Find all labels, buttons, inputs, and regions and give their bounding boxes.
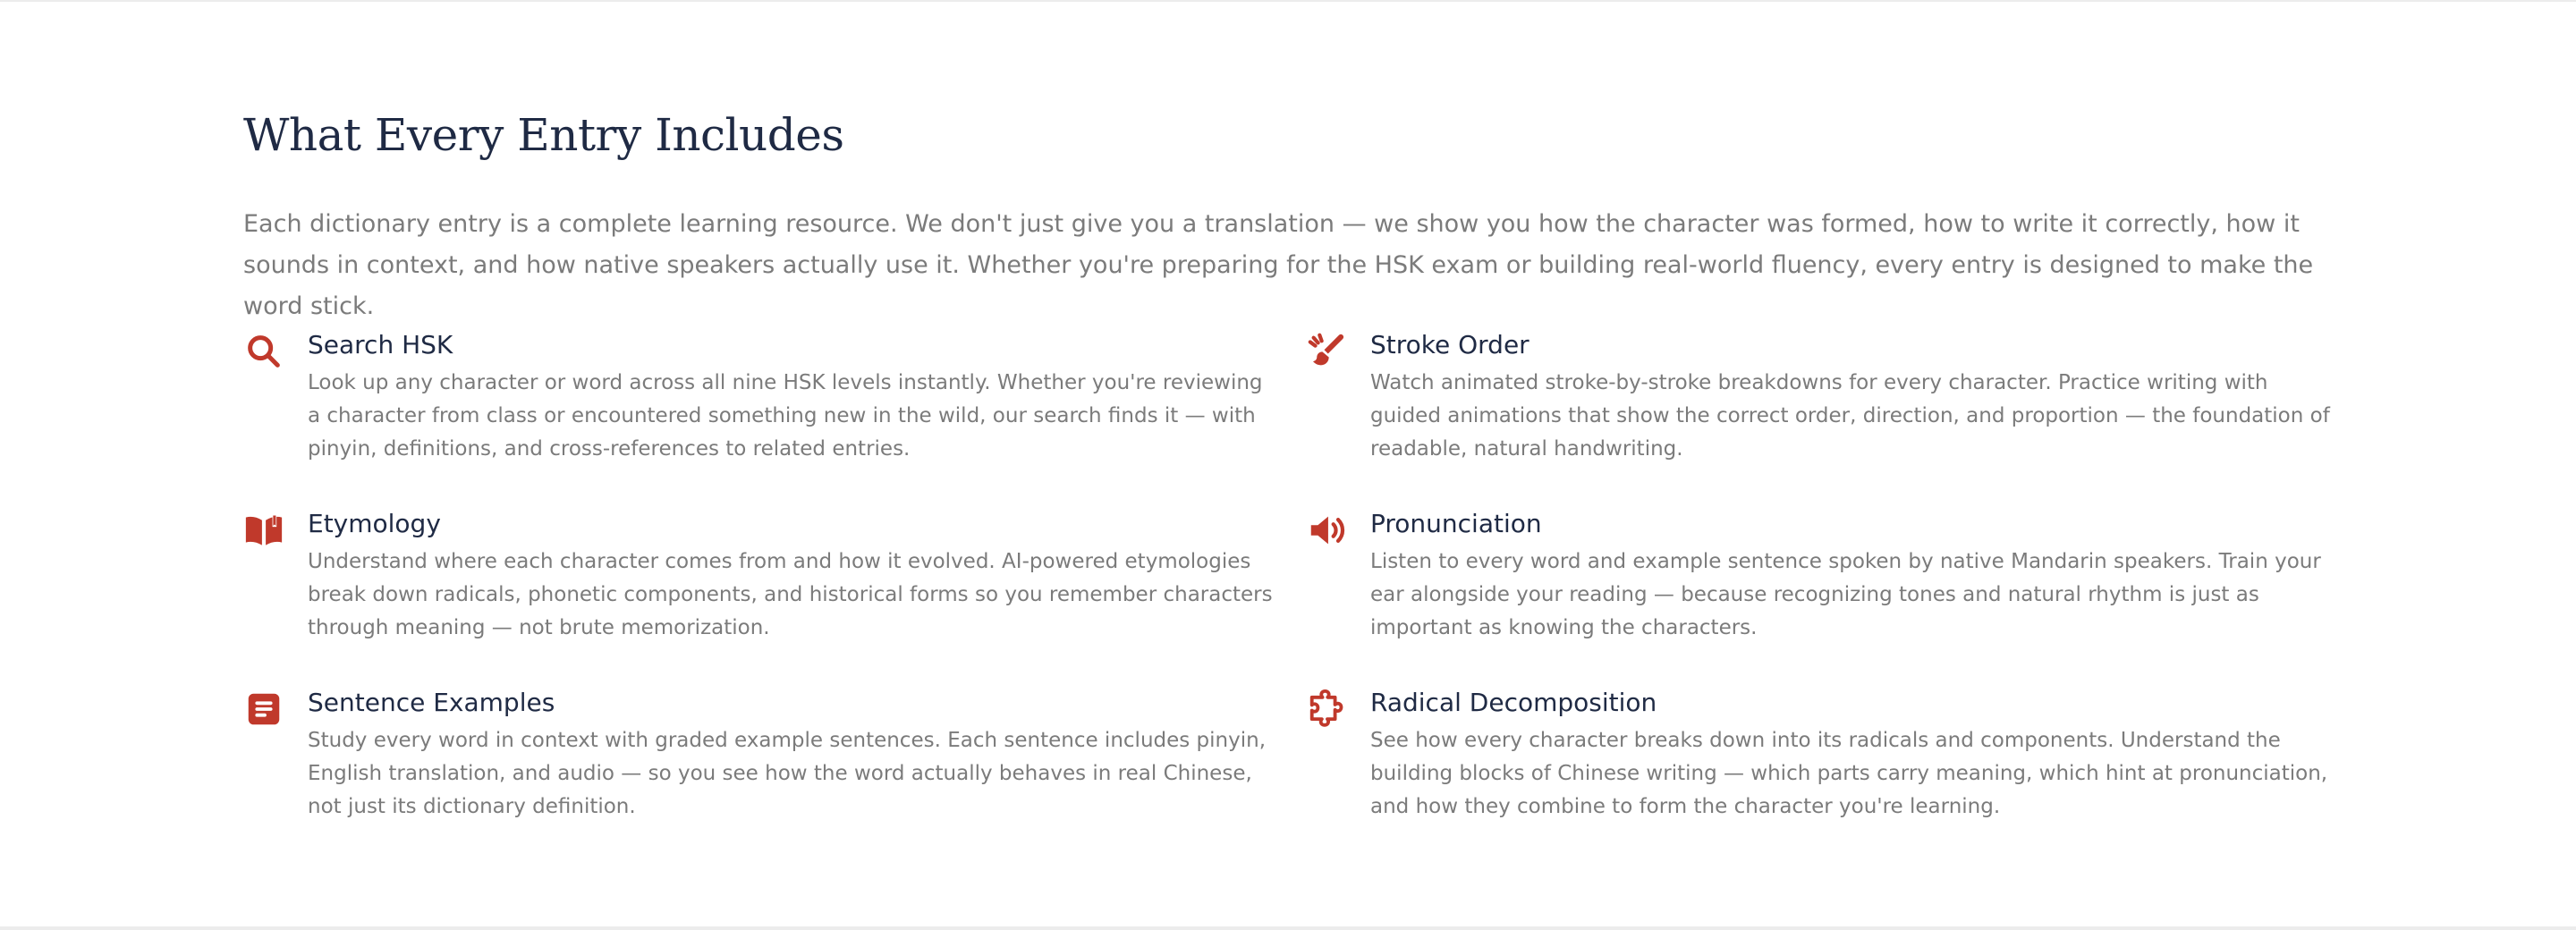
feature-description: Study every word in context with graded example sentences. Each sentence includes pinyin, English translation, and audio — so you see how the word actually behaves in real Chinese, not just its dictionary definition. xyxy=(308,729,1267,818)
section-intro: Each dictionary entry is a complete learning resource. We don't just give you a translation — we show you how the character was formed, how to write it correctly, how it sounds in context, and how native speakers actually use it. Whether you're preparing for the HSK exam or building real-world fluency, every entry is designed to make the word stick. xyxy=(243,210,2314,320)
entry-features-section xyxy=(243,106,2340,818)
feature-description: Listen to every word and example sentence spoken by native Mandarin speakers. Train your ear alongside your reading — because recognizing tones and natural rhythm is just as important as knowing the characters. xyxy=(1370,550,2321,639)
puzzle-piece-icon xyxy=(1306,689,1347,730)
feature-title: Sentence Examples xyxy=(308,688,555,717)
feature-description: See how every character breaks down into its radicals and components. Understand the building blocks of Chinese writing — which parts carry meaning, which hint at pronunciation, and how they combine to form the character you're learning. xyxy=(1370,729,2328,818)
feature-title: Radical Decomposition xyxy=(1370,688,1657,717)
feature-description: Look up any character or word across all nine HSK levels instantly. Whether you're reviewing a character from class or encountered something new in the wild, our search finds it — with pinyin, definitions, and cross-references to related entries. xyxy=(308,371,1263,461)
feature-title: Pronunciation xyxy=(1370,509,1542,538)
top-divider xyxy=(0,0,2576,2)
feature-title: Etymology xyxy=(308,509,441,538)
speaker-icon xyxy=(1306,510,1347,551)
feature-description: Watch animated stroke-by-stroke breakdowns for every character. Practice writing with guided animations that show the correct order, direction, and proportion — the foundation of readable, natural handwriting. xyxy=(1370,371,2330,461)
brush-icon xyxy=(1306,331,1347,372)
feature-title: Search HSK xyxy=(308,330,453,359)
bottom-divider xyxy=(0,926,2576,930)
section-heading: What Every Entry Includes xyxy=(243,109,844,161)
search-icon xyxy=(243,331,284,372)
feature-description: Understand where each character comes from and how it evolved. AI-powered etymologies break down radicals, phonetic components, and historical forms so you remember characters through meaning — not brute memorization. xyxy=(308,550,1273,639)
book-icon xyxy=(243,510,284,551)
document-icon xyxy=(243,689,284,730)
feature-title: Stroke Order xyxy=(1370,330,1530,359)
